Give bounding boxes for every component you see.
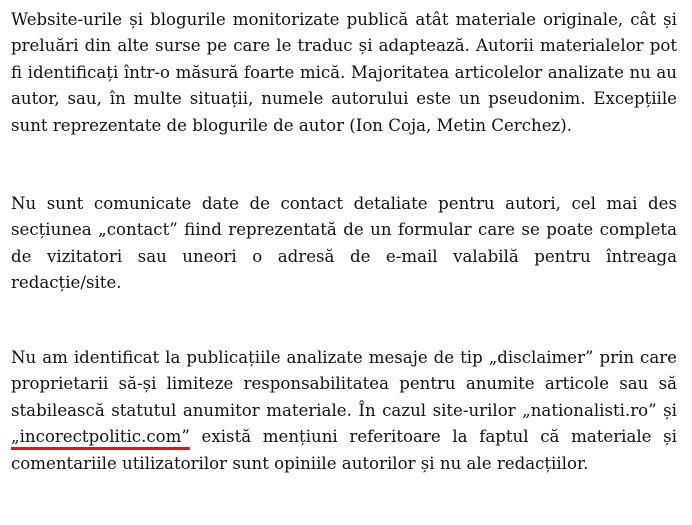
paragraph-contact: Nu sunt comunicate date de contact detaliate pentru autori, cel mai des secțiunea „contact” fiind reprezentată de un formular care se poate completa de vizitatori sau uneori o adresă de e-mail valabilă pentru întreaga redacție/site.: [11, 194, 677, 293]
paragraph-disclaimer: [11, 345, 677, 477]
paragraph-disclaimer-text-after: există mențiuni referitoare la faptul că materiale și comentariile utilizatorilor sunt opiniile autorilor și nu ale redacțiilor.: [11, 427, 677, 473]
highlighted-site-name: „incorectpolitic.com”: [11, 427, 190, 447]
paragraph-disclaimer-text-before: Nu am identificat la publicațiile analizate mesaje de tip „disclaimer” prin care proprietarii să-și limiteze responsabilitatea pentru anumite articole sau să stabilească statutul anumitor materiale. În cazul site-urilor „nationalisti.ro” și: [11, 348, 677, 420]
paragraph-authorship: Website-urile și blogurile monitorizate publică atât materiale originale, cât și preluări din alte surse pe care le traduc și adaptează. Autorii materialelor pot fi identificați într-o măsură foarte mică. Majoritatea articolelor analizate nu au autor, sau, în multe situații, numele autorului este un pseudonim. Excepțiile sunt reprezentate de blogurile de autor (Ion Coja, Metin Cerchez).: [11, 10, 677, 135]
